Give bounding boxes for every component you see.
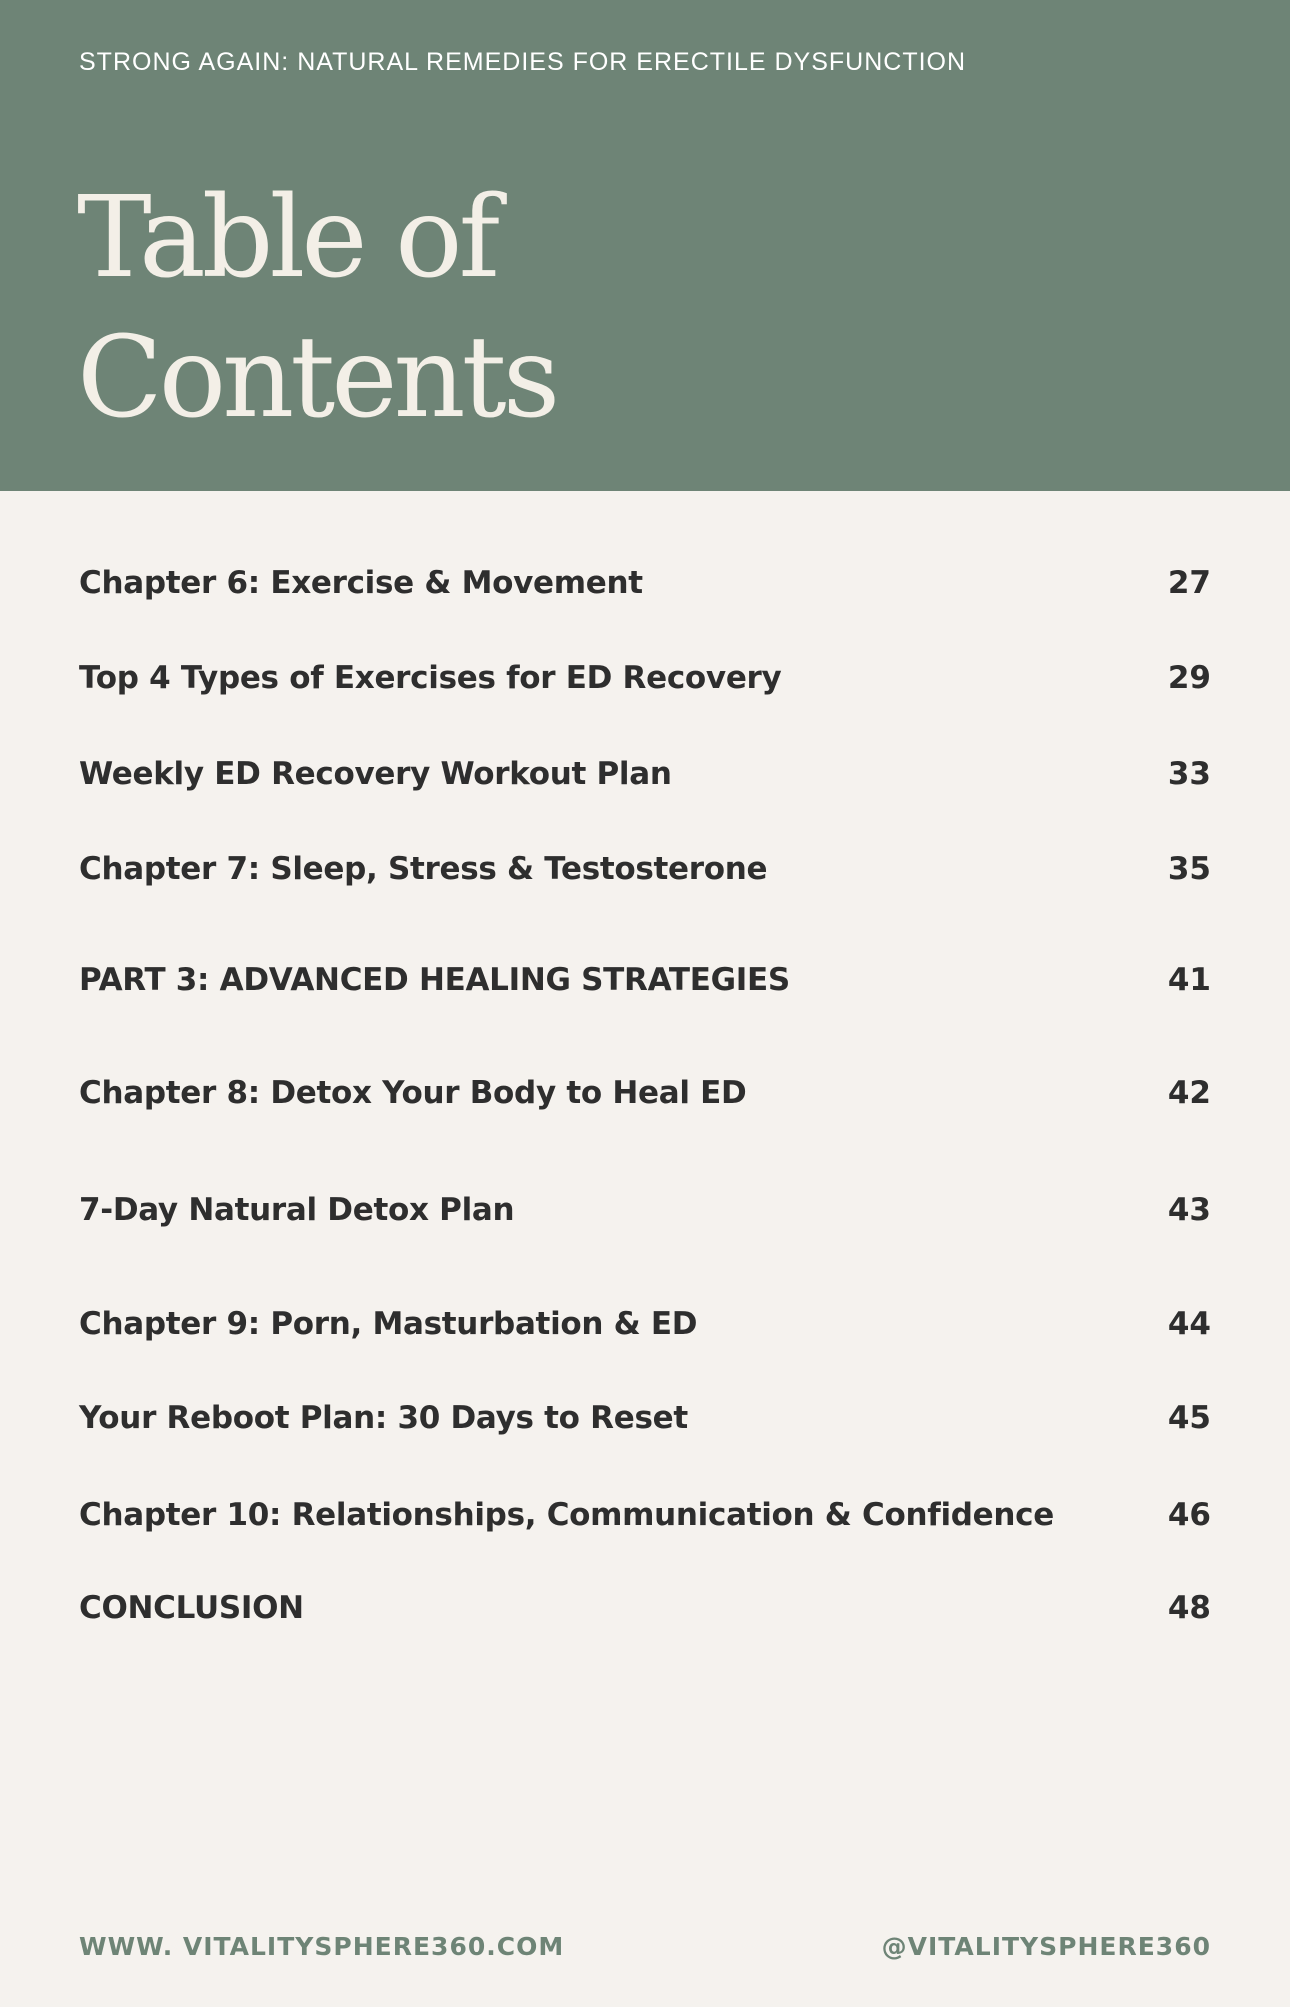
toc-entry-label: Chapter 6: Exercise & Movement xyxy=(79,565,643,601)
toc-entry-page: 27 xyxy=(1167,565,1211,601)
toc-entry-page: 43 xyxy=(1167,1192,1211,1228)
toc-entry-label: Chapter 9: Porn, Masturbation & ED xyxy=(79,1306,698,1342)
toc-entry[interactable] xyxy=(79,1188,1211,1232)
toc-entry-label: Chapter 8: Detox Your Body to Heal ED xyxy=(79,1075,747,1111)
toc-entry-page: 42 xyxy=(1167,1075,1211,1111)
toc-entry-label: 7-Day Natural Detox Plan xyxy=(79,1192,515,1228)
toc-entry-label: PART 3: ADVANCED HEALING STRATEGIES xyxy=(79,962,790,998)
toc-entry-page: 44 xyxy=(1167,1306,1211,1342)
toc-entry-label: Chapter 10: Relationships, Communication & Confidence xyxy=(79,1497,1054,1533)
toc-entry-page: 45 xyxy=(1167,1400,1211,1436)
page-title-line-2: Contents xyxy=(77,313,557,443)
toc-entry[interactable] xyxy=(79,1396,1211,1440)
toc-entry[interactable] xyxy=(79,847,1211,891)
toc-entry[interactable] xyxy=(79,1302,1211,1346)
toc-entry-label: Weekly ED Recovery Workout Plan xyxy=(79,756,672,792)
toc-entry-page: 46 xyxy=(1167,1497,1211,1533)
footer-website[interactable]: WWW. VITALITYSPHERE360.COM xyxy=(79,1932,565,1961)
toc-entry-page: 33 xyxy=(1167,756,1211,792)
toc-entry-page: 48 xyxy=(1167,1590,1211,1626)
page-title-line-1: Table of xyxy=(77,173,497,303)
toc-entry[interactable] xyxy=(79,561,1211,605)
book-title: STRONG AGAIN: NATURAL REMEDIES FOR ERECTILE DYSFUNCTION xyxy=(79,48,967,76)
toc-entry-label: Chapter 7: Sleep, Stress & Testosterone xyxy=(79,851,768,887)
toc-entry-label: Top 4 Types of Exercises for ED Recovery xyxy=(79,660,782,696)
toc-entry[interactable] xyxy=(79,958,1211,1002)
toc-entry[interactable] xyxy=(79,1586,1211,1630)
toc-entry[interactable] xyxy=(79,752,1211,796)
toc-entry[interactable] xyxy=(79,1071,1211,1115)
toc-entry-label: CONCLUSION xyxy=(79,1590,304,1626)
toc-entry-page: 29 xyxy=(1167,660,1211,696)
toc-entry[interactable] xyxy=(79,1493,1211,1537)
toc-entry-label: Your Reboot Plan: 30 Days to Reset xyxy=(79,1400,688,1436)
toc-entry-page: 41 xyxy=(1167,962,1211,998)
toc-entry-page: 35 xyxy=(1167,851,1211,887)
footer-social-handle[interactable]: @VITALITYSPHERE360 xyxy=(881,1932,1211,1961)
toc-entry[interactable] xyxy=(79,656,1211,700)
